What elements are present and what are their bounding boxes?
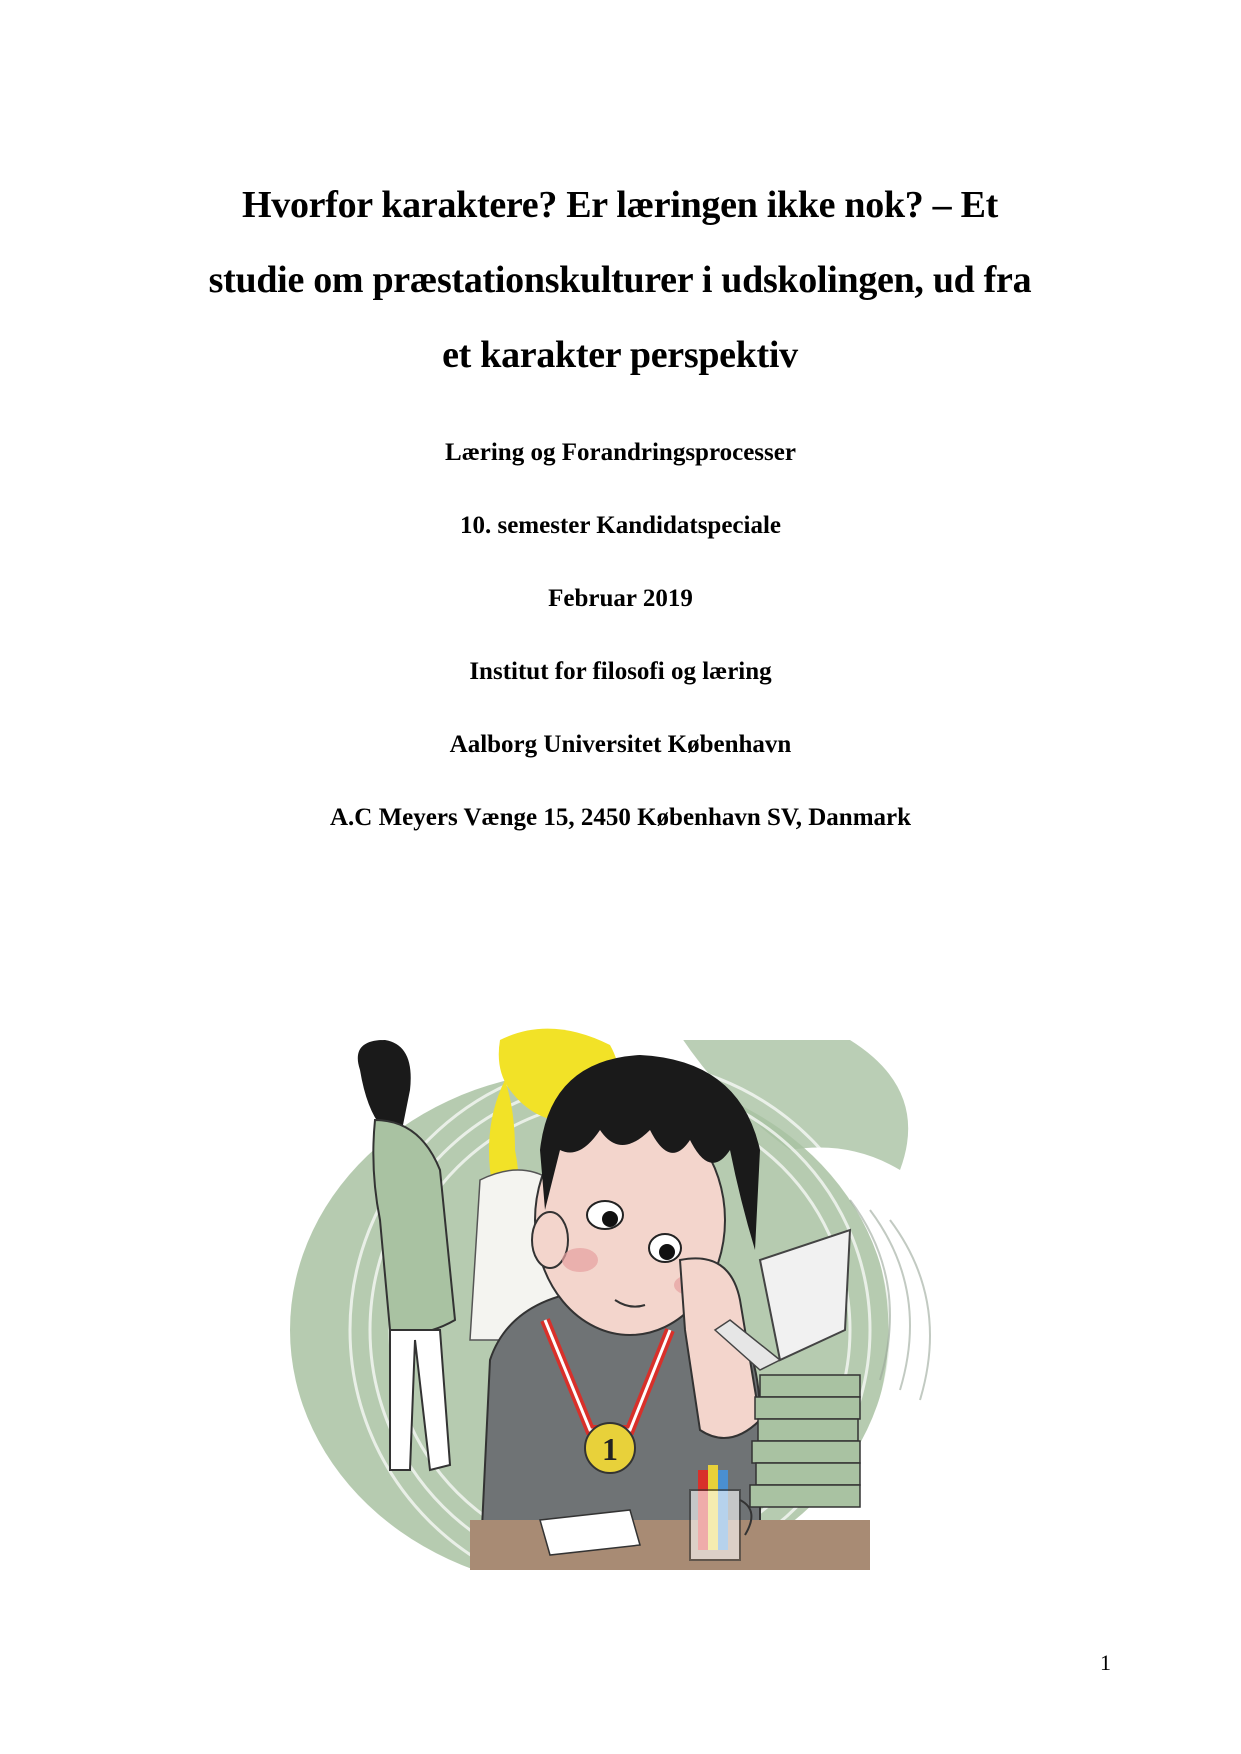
- page-number: 1: [1100, 1650, 1111, 1675]
- program-name: Læring og Forandringsprocesser: [445, 439, 796, 466]
- cover-illustration: [290, 1000, 970, 1570]
- illustration-svg: [290, 1000, 970, 1570]
- title-line-2: studie om præstationskulturer i udskolingen, ud fra: [208, 259, 1032, 301]
- medal-number: 1: [602, 1431, 618, 1467]
- title-line-1: Hvorfor karaktere? Er læringen ikke nok? – Et: [241, 184, 998, 226]
- title-line-3: et karakter perspektiv: [442, 334, 798, 376]
- university-name: Aalborg Universitet København: [449, 731, 792, 758]
- address: A.C Meyers Vænge 15, 2450 København SV, Danmark: [329, 804, 912, 831]
- date-label: Februar 2019: [548, 585, 693, 612]
- book-stack: [750, 1375, 860, 1507]
- document-title: [100, 168, 1140, 393]
- institute-name: Institut for filosofi og læring: [469, 658, 772, 685]
- semester-label: 10. semester Kandidatspeciale: [459, 512, 782, 539]
